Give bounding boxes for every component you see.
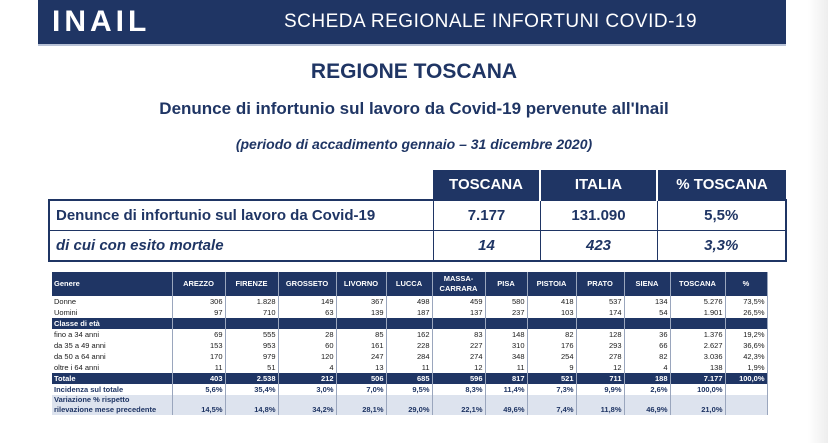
cell-value: 979: [225, 351, 278, 362]
cell-value: 498: [386, 296, 432, 307]
cell-value: 29,0%: [386, 395, 432, 415]
cell-value: 128: [576, 329, 624, 340]
cell-value: 5.276: [670, 296, 725, 307]
cell-value: 187: [386, 307, 432, 318]
column-header: AREZZO: [172, 272, 225, 296]
cell-value: 139: [336, 307, 386, 318]
cell-value: 14,5%: [172, 395, 225, 415]
column-header: FIRENZE: [225, 272, 278, 296]
cell-value: 9: [527, 362, 576, 373]
cell-value: [278, 318, 336, 329]
cell-value: 97: [172, 307, 225, 318]
cell-value: 103: [527, 307, 576, 318]
cell-value: 11: [386, 362, 432, 373]
column-header: LIVORNO: [336, 272, 386, 296]
region-title: REGIONE TOSCANA: [310, 60, 518, 83]
column-header: GROSSETO: [278, 272, 336, 296]
cell-value: 34,2%: [278, 395, 336, 415]
cell-value: 149: [278, 296, 336, 307]
cell-value: 7,3%: [527, 384, 576, 395]
summary-value: 14: [433, 231, 540, 262]
cell-value: 21,0%: [670, 395, 725, 415]
column-header: MASSA-CARRARA: [432, 272, 485, 296]
column-header: %: [725, 272, 767, 296]
cell-value: 2.538: [225, 373, 278, 384]
row-label: Variazione % rispetto rilevazione mese precedente: [52, 395, 172, 415]
cell-value: 212: [278, 373, 336, 384]
cell-value: 4: [278, 362, 336, 373]
cell-value: 710: [225, 307, 278, 318]
cell-value: 685: [386, 373, 432, 384]
cell-value: 54: [624, 307, 670, 318]
cell-value: 293: [576, 340, 624, 351]
cell-value: 11,8%: [576, 395, 624, 415]
cell-value: 19,2%: [725, 329, 767, 340]
cell-value: 82: [527, 329, 576, 340]
age-row: [52, 340, 767, 351]
summary-row-label: di cui con esito mortale: [49, 231, 433, 262]
cell-value: 8,3%: [432, 384, 485, 395]
gender-row: [52, 296, 767, 307]
cell-value: [527, 318, 576, 329]
summary-table: [48, 170, 787, 262]
page-edge-shadow: [808, 0, 828, 443]
total-row: [52, 373, 767, 384]
cell-value: 46,9%: [624, 395, 670, 415]
summary-value: 5,5%: [657, 200, 786, 231]
province-detail-table: [52, 272, 768, 415]
cell-value: 60: [278, 340, 336, 351]
cell-value: [485, 318, 527, 329]
summary-value: 131.090: [540, 200, 657, 231]
cell-value: 120: [278, 351, 336, 362]
cell-value: 228: [386, 340, 432, 351]
cell-value: 176: [527, 340, 576, 351]
cell-value: 100,0%: [725, 373, 767, 384]
inail-logo: INAIL: [52, 5, 151, 38]
cell-value: 580: [485, 296, 527, 307]
cell-value: 9,9%: [576, 384, 624, 395]
cell-value: 506: [336, 373, 386, 384]
cell-value: [725, 395, 767, 415]
row-label: Incidenza sul totale: [52, 384, 172, 395]
cell-value: 1.828: [225, 296, 278, 307]
cell-value: 284: [386, 351, 432, 362]
cell-value: 4: [624, 362, 670, 373]
summary-col-toscana: TOSCANA: [433, 170, 540, 200]
cell-value: [336, 318, 386, 329]
cell-value: 134: [624, 296, 670, 307]
column-header: PISA: [485, 272, 527, 296]
row-label: da 50 a 64 anni: [52, 351, 172, 362]
cell-value: 11: [172, 362, 225, 373]
cell-value: [624, 318, 670, 329]
cell-value: 137: [432, 307, 485, 318]
cell-value: 14,8%: [225, 395, 278, 415]
age-section-header: [52, 318, 767, 329]
column-header: PISTOIA: [527, 272, 576, 296]
detail-header-row: [52, 272, 767, 296]
cell-value: 459: [432, 296, 485, 307]
cell-value: 138: [670, 362, 725, 373]
variation-row: [52, 395, 767, 415]
summary-header-blank: [49, 170, 433, 200]
cell-value: 51: [225, 362, 278, 373]
cell-value: 7,4%: [527, 395, 576, 415]
row-label: Uomini: [52, 307, 172, 318]
period-note: (periodo di accadimento gennaio – 31 dicembre 2020): [235, 136, 593, 152]
row-label: Totale: [52, 373, 172, 384]
column-header: LUCCA: [386, 272, 432, 296]
cell-value: 36,6%: [725, 340, 767, 351]
cell-value: [172, 318, 225, 329]
summary-value: 7.177: [433, 200, 540, 231]
cell-value: 36: [624, 329, 670, 340]
cell-value: 227: [432, 340, 485, 351]
cell-value: 82: [624, 351, 670, 362]
cell-value: 521: [527, 373, 576, 384]
cell-value: 537: [576, 296, 624, 307]
cell-value: 1.376: [670, 329, 725, 340]
cell-value: 66: [624, 340, 670, 351]
cell-value: [386, 318, 432, 329]
cell-value: 12: [432, 362, 485, 373]
cell-value: [432, 318, 485, 329]
cell-value: 711: [576, 373, 624, 384]
cell-value: 28: [278, 329, 336, 340]
cell-value: 596: [432, 373, 485, 384]
row-label: fino a 34 anni: [52, 329, 172, 340]
cell-value: 254: [527, 351, 576, 362]
cell-value: 85: [336, 329, 386, 340]
cell-value: 13: [336, 362, 386, 373]
report-subtitle: Denunce di infortunio sul lavoro da Covid-19 pervenute all'Inail: [159, 99, 669, 118]
cell-value: 11: [485, 362, 527, 373]
cell-value: [576, 318, 624, 329]
cell-value: 22,1%: [432, 395, 485, 415]
cell-value: 1,9%: [725, 362, 767, 373]
cell-value: 7,0%: [336, 384, 386, 395]
cell-value: 555: [225, 329, 278, 340]
column-header: Genere: [52, 272, 172, 296]
cell-value: 274: [432, 351, 485, 362]
cell-value: 170: [172, 351, 225, 362]
cell-value: 83: [432, 329, 485, 340]
column-header: SIENA: [624, 272, 670, 296]
summary-value: 423: [540, 231, 657, 262]
cell-value: 3,0%: [278, 384, 336, 395]
summary-row: [49, 200, 786, 231]
cell-value: 7.177: [670, 373, 725, 384]
incidence-row: [52, 384, 767, 395]
row-label: Classe di età: [52, 318, 172, 329]
cell-value: 2.627: [670, 340, 725, 351]
summary-value: 3,3%: [657, 231, 786, 262]
cell-value: 42,3%: [725, 351, 767, 362]
summary-row: [49, 231, 786, 262]
header-title: SCHEDA REGIONALE INFORTUNI COVID-19: [284, 11, 698, 32]
cell-value: 69: [172, 329, 225, 340]
column-header: PRATO: [576, 272, 624, 296]
cell-value: 188: [624, 373, 670, 384]
cell-value: 817: [485, 373, 527, 384]
age-row: [52, 362, 767, 373]
age-row: [52, 351, 767, 362]
cell-value: 247: [336, 351, 386, 362]
cell-value: 3.036: [670, 351, 725, 362]
cell-value: 161: [336, 340, 386, 351]
cell-value: 12: [576, 362, 624, 373]
cell-value: [725, 384, 767, 395]
row-label: Donne: [52, 296, 172, 307]
cell-value: 162: [386, 329, 432, 340]
cell-value: 28,1%: [336, 395, 386, 415]
cell-value: 100,0%: [670, 384, 725, 395]
cell-value: 237: [485, 307, 527, 318]
summary-row-label: Denunce di infortunio sul lavoro da Covid-19: [49, 200, 433, 231]
cell-value: 9,5%: [386, 384, 432, 395]
cell-value: 278: [576, 351, 624, 362]
cell-value: 348: [485, 351, 527, 362]
cell-value: 26,5%: [725, 307, 767, 318]
cell-value: 153: [172, 340, 225, 351]
cell-value: 2,6%: [624, 384, 670, 395]
cell-value: 953: [225, 340, 278, 351]
cell-value: 35,4%: [225, 384, 278, 395]
cell-value: [670, 318, 725, 329]
cell-value: [725, 318, 767, 329]
age-row: [52, 329, 767, 340]
column-header: TOSCANA: [670, 272, 725, 296]
cell-value: [225, 318, 278, 329]
summary-header-row: [49, 170, 786, 200]
cell-value: 1.901: [670, 307, 725, 318]
row-label: da 35 a 49 anni: [52, 340, 172, 351]
cell-value: 73,5%: [725, 296, 767, 307]
cell-value: 367: [336, 296, 386, 307]
header-banner: [38, 0, 786, 46]
cell-value: 403: [172, 373, 225, 384]
cell-value: 148: [485, 329, 527, 340]
cell-value: 418: [527, 296, 576, 307]
row-label: oltre i 64 anni: [52, 362, 172, 373]
cell-value: 5,6%: [172, 384, 225, 395]
cell-value: 49,6%: [485, 395, 527, 415]
summary-col-percent: % TOSCANA: [657, 170, 786, 200]
summary-col-italia: ITALIA: [540, 170, 657, 200]
cell-value: 310: [485, 340, 527, 351]
cell-value: 174: [576, 307, 624, 318]
cell-value: 63: [278, 307, 336, 318]
gender-row: [52, 307, 767, 318]
cell-value: 306: [172, 296, 225, 307]
cell-value: 11,4%: [485, 384, 527, 395]
